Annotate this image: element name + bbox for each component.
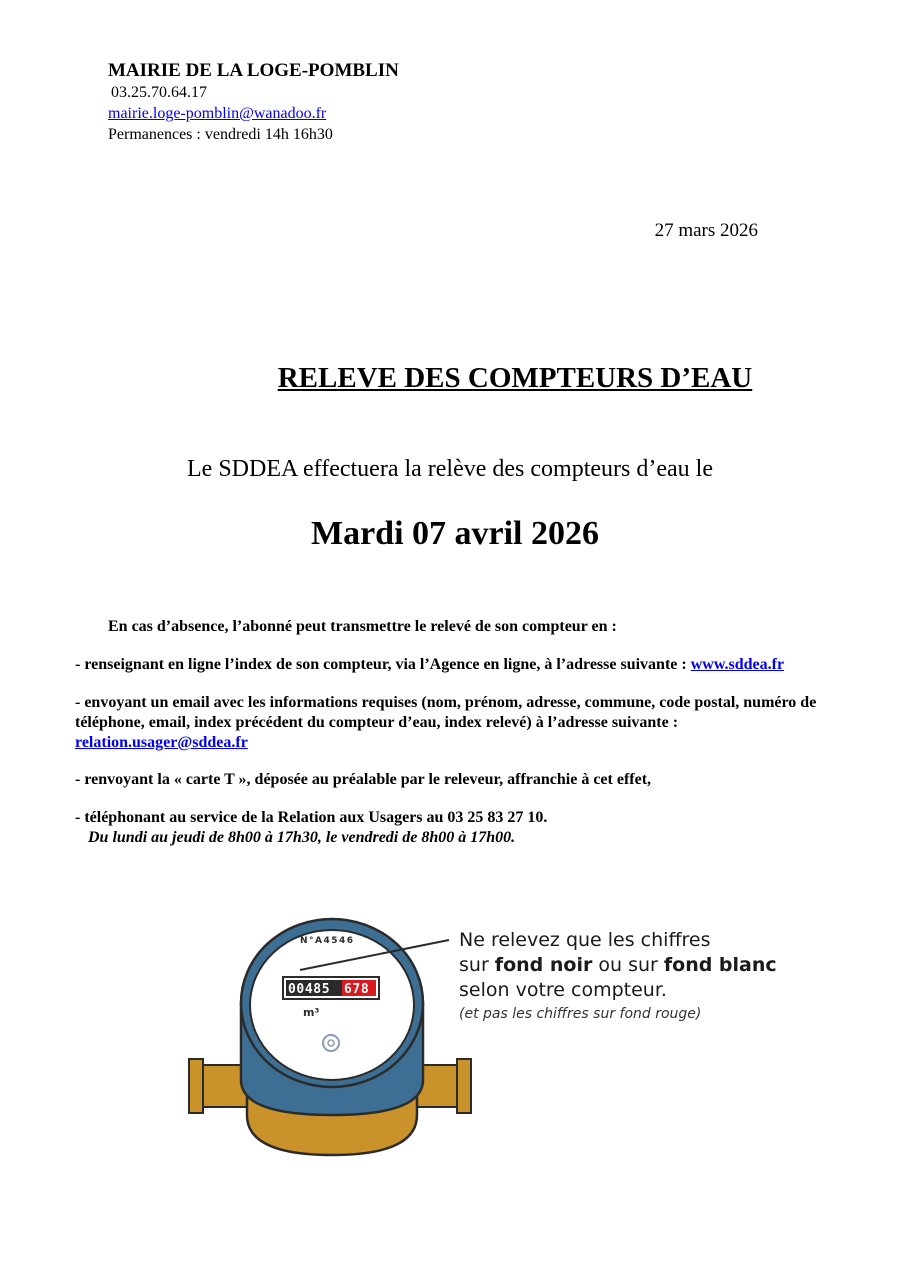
water-meter-illustration (185, 915, 485, 1165)
page-title: RELEVE DES COMPTEURS D’EAU (277, 362, 753, 394)
meter-unit: m³ (303, 1006, 320, 1019)
mairie-phone: 03.25.70.64.17 (111, 84, 207, 101)
mairie-email-link[interactable]: mairie.loge-pomblin@wanadoo.fr (108, 105, 327, 122)
meter-left-flange (189, 1059, 203, 1113)
callout-line-2-a: sur (459, 954, 495, 976)
meter-reading-callout (459, 928, 777, 1003)
callout-note: (et pas les chiffres sur fond rouge) (459, 1006, 702, 1022)
mairie-hours: Permanences : vendredi 14h 16h30 (108, 126, 333, 143)
email-option (75, 693, 835, 753)
absence-text: En cas d’absence, l’abonné peut transmettre le relevé de son compteur en : (108, 618, 617, 635)
phone-hours: Du lundi au jeudi de 8h00 à 17h30, le vendredi de 8h00 à 17h00. (88, 829, 516, 846)
meter-black-digits: 00485 (288, 982, 331, 997)
carte-t-option: - renvoyant la « carte T », déposée au préalable par le releveur, affranchie à cet effet, (75, 771, 652, 788)
callout-line-1: Ne relevez que les chiffres (459, 929, 711, 951)
callout-line-2-c: ou sur (592, 954, 664, 976)
callout-black-bg: fond noir (494, 954, 593, 976)
callout-line-2 (459, 953, 777, 978)
reading-date: Mardi 07 avril 2026 (310, 515, 600, 552)
intro-text: Le SDDEA effectuera la relève des compteurs d’eau le (187, 456, 713, 482)
online-option (75, 655, 784, 675)
online-option-text: - renseignant en ligne l’index de son compteur, via l’Agence en ligne, à l’adresse suivante : (75, 656, 691, 673)
phone-option: - téléphonant au service de la Relation aux Usagers au 03 25 83 27 10. (75, 809, 548, 826)
meter-serial: N°A4546 (300, 936, 355, 946)
email-option-text: - envoyant un email avec les informations requises (nom, prénom, adresse, commune, code postal, numéro de téléphone, email, index précédent du compteur d’eau, index relevé) à l’adresse suivante : (75, 694, 817, 731)
letter-date: 27 mars 2026 (654, 220, 758, 241)
mairie-name: MAIRIE DE LA LOGE-POMBLIN (108, 60, 399, 81)
meter-red-digits: 678 (344, 982, 370, 997)
callout-white-bg: fond blanc (663, 954, 777, 976)
meter-right-flange (457, 1059, 471, 1113)
sddea-website-link[interactable]: www.sddea.fr (690, 656, 785, 673)
callout-line-3: selon votre compteur. (459, 979, 667, 1001)
sddea-email-link[interactable]: relation.usager@sddea.fr (75, 734, 248, 751)
